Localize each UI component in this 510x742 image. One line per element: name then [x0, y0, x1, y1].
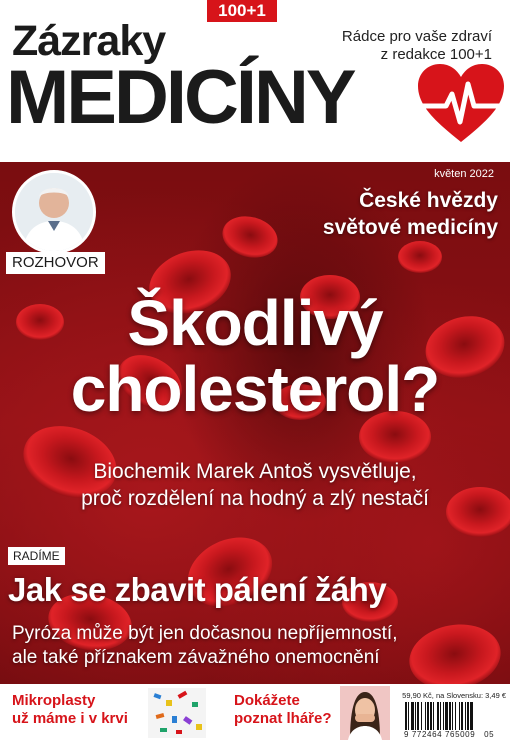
advice-headline: Jak se zbavit pálení žáhy	[8, 571, 387, 608]
headline-line-2: cholesterol?	[70, 353, 440, 425]
barcode-number	[404, 730, 508, 739]
advice-sub-line-1: Pyróza může být jen dočasnou nepříjemností,	[12, 623, 398, 644]
interview-tag: ROZHOVOR	[6, 252, 105, 274]
cover-headline	[0, 287, 510, 425]
brand-badge: 100+1	[207, 0, 277, 22]
tagline	[342, 28, 492, 64]
advice-tag: RADÍME	[8, 547, 65, 565]
issue-date: květen 2022	[434, 168, 494, 180]
teaser-1-line-1: Mikroplasty	[12, 692, 96, 709]
subhead-line-2: proč rozdělení na hodný a zlý nestačí	[81, 487, 429, 510]
brand-title-main: MEDICÍNY	[6, 55, 354, 140]
teaser-liar	[234, 692, 332, 728]
surprised-woman-image	[340, 686, 390, 740]
microplastics-image	[148, 688, 206, 738]
advice-subhead	[12, 622, 502, 670]
barcode-digits: 9 772464 765009	[404, 730, 476, 739]
cover-hero	[0, 162, 510, 684]
kicker-line-2: světové medicíny	[322, 216, 498, 239]
headline-line-1: Škodlivý	[127, 287, 383, 359]
cover-kicker	[268, 187, 498, 241]
tagline-line-1: Rádce pro vaše zdraví	[341, 28, 492, 45]
person-icon	[15, 173, 93, 251]
teaser-2-line-1: Dokážete	[234, 692, 300, 709]
interviewee-portrait	[12, 170, 96, 254]
teaser-microplastics	[12, 692, 128, 728]
bottom-strip	[0, 684, 510, 742]
teaser-1-line-2: už máme i v krvi	[12, 710, 128, 727]
heart-pulse-icon	[416, 62, 506, 146]
price-info: 59,90 Kč, na Slovensku: 3,49 €	[402, 691, 506, 700]
advice-sub-line-2: ale také příznakem závažného onemocnění	[12, 647, 380, 668]
cover-subhead	[0, 458, 510, 512]
teaser-2-line-2: poznat lháře?	[234, 710, 332, 727]
masthead	[0, 0, 510, 162]
subhead-line-1: Biochemik Marek Antoš vysvětluje,	[93, 460, 417, 483]
kicker-line-1: České hvězdy	[359, 189, 498, 212]
brand-title-top: Zázraky	[12, 17, 166, 65]
tagline-line-2: z redakce 100+1	[380, 46, 492, 63]
barcode-addon: 05	[484, 730, 495, 739]
barcode	[404, 702, 506, 730]
